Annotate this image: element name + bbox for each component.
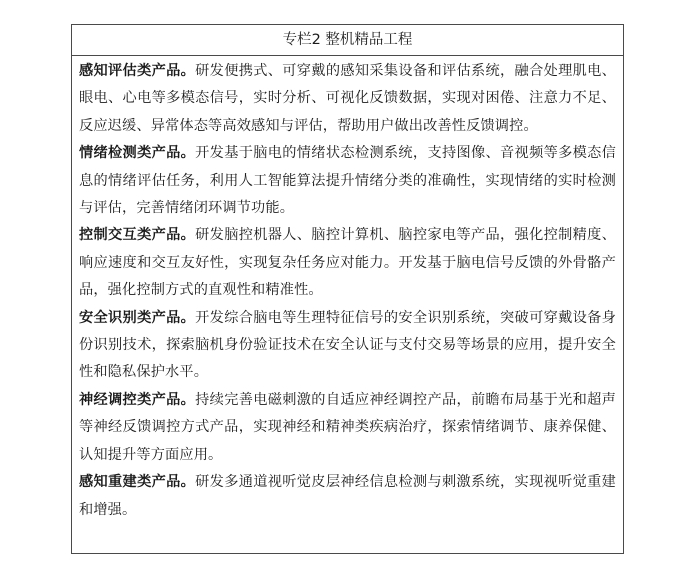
paragraph-heading: 安全识别类产品。 — [79, 309, 196, 326]
paragraph-security-identification — [79, 305, 616, 387]
paragraph-text: 研发脑控机器人、脑控计算机、脑控家电等产品，强化控制精度、响应速度和交互友好性，实现复杂任务应对能力。开发基于脑电信号反馈的外骨骼产品，强化控制方式的直观性和精准性。 — [79, 227, 617, 299]
paragraph-perception-assessment — [79, 58, 616, 140]
paragraph-neuromodulation — [79, 387, 616, 469]
paragraph-heading: 情绪检测类产品。 — [79, 145, 196, 162]
paragraph-heading: 神经调控类产品。 — [79, 391, 196, 408]
paragraph-heading: 控制交互类产品。 — [79, 227, 196, 244]
column-title: 专栏2 整机精品工程 — [72, 25, 623, 56]
paragraph-text: 持续完善电磁刺激的自适应神经调控产品，前瞻布局基于光和超声等神经反馈调控方式产品，实现神经和精神类疾病治疗，探索情绪调节、康养保健、认知提升等方面应用。 — [79, 391, 617, 463]
paragraph-perception-reconstruction — [79, 469, 616, 524]
paragraph-text: 研发多通道视听觉皮层神经信息检测与刺激系统，实现视听觉重建和增强。 — [79, 474, 617, 518]
column-box — [71, 24, 624, 554]
paragraph-text: 研发便携式、可穿戴的感知采集设备和评估系统，融合处理肌电、眼电、心电等多模态信号，实时分析、可视化反馈数据，实现对困倦、注意力不足、反应迟缓、异常体态等高效感知与评估，帮助用户做出改善性反馈调控。 — [79, 63, 617, 134]
paragraph-emotion-detection — [79, 140, 616, 222]
paragraph-heading: 感知评估类产品。 — [79, 63, 196, 79]
paragraph-text: 开发综合脑电等生理特征信号的安全识别系统，突破可穿戴设备身份识别技术，探索脑机身份验证技术在安全认证与支付交易等场景的应用，提升安全性和隐私保护水平。 — [79, 309, 617, 381]
column-body — [72, 56, 623, 524]
paragraph-control-interaction — [79, 222, 616, 304]
paragraph-heading: 感知重建类产品。 — [79, 474, 196, 491]
paragraph-text: 开发基于脑电的情绪状态检测系统，支持图像、音视频等多模态信息的情绪评估任务，利用人工智能算法提升情绪分类的准确性，实现情绪的实时检测与评估，完善情绪闭环调节功能。 — [79, 145, 617, 217]
